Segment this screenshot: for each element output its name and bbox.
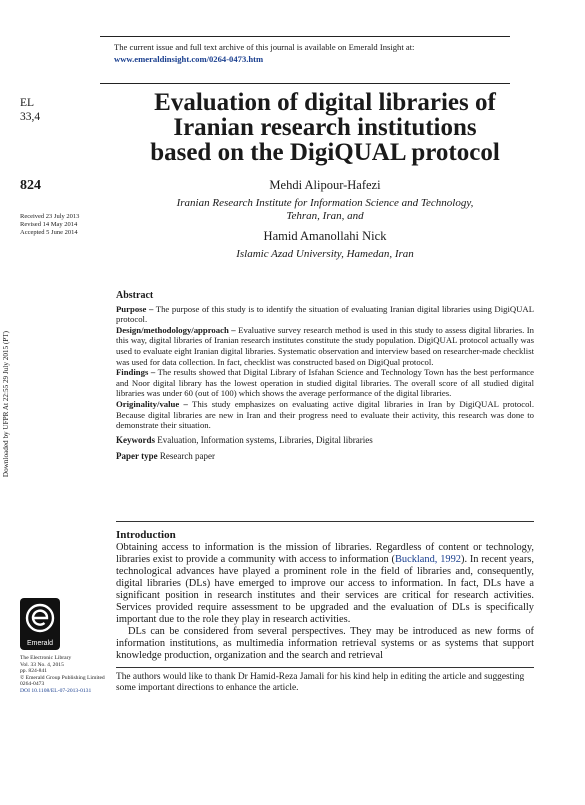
abstract-section bbox=[116, 291, 534, 462]
intro-paragraph bbox=[116, 542, 534, 626]
publisher: © Emerald Group Publishing Limited bbox=[20, 674, 105, 681]
title-line: Evaluation of digital libraries of bbox=[154, 89, 496, 116]
introduction-heading: Introduction bbox=[116, 529, 176, 541]
abstract-design bbox=[116, 325, 534, 367]
accepted-date: Accepted 5 June 2014 bbox=[20, 229, 78, 237]
paper-type-text: Research paper bbox=[159, 451, 216, 462]
findings-label: Findings – bbox=[116, 367, 156, 378]
design-label: Design/methodology/approach – bbox=[116, 324, 236, 335]
footnote-divider bbox=[116, 667, 534, 668]
abstract-originality bbox=[116, 399, 534, 431]
emerald-e-icon bbox=[20, 598, 60, 638]
article-title bbox=[110, 90, 540, 165]
intro-paragraph: DLs can be considered from several perspectives. They may be introduced as new forms of information institutions, as multimedia information retrieval systems or as systems that support knowledge production, organization and the search and retrieval bbox=[116, 626, 534, 661]
originality-label: Originality/value – bbox=[116, 398, 188, 409]
paper-type bbox=[116, 451, 534, 462]
design-text: Evaluative survey research method is used in this study to assess digital libraries. In this way, digital libraries of Iranian research institutes constitute the study population. DigiQUAL protocol actually was used to evaluate eight Iranian digital libraries. Systematic observation and interview based on researcher-made checklist was used for data collection. In fact, checklist was constructed based on DigiQual protocol. bbox=[116, 324, 535, 367]
journal-abbrev: EL bbox=[20, 97, 35, 109]
keywords bbox=[116, 435, 534, 446]
page-number: 824 bbox=[20, 178, 41, 193]
intro-text: Obtaining access to information is the mission of libraries. Regardless of content or technology, libraries exist to provide a community with access to information ( bbox=[116, 542, 534, 565]
download-watermark: Downloaded by UFPR At 22:55 29 July 2015 (PT) bbox=[2, 330, 10, 478]
keywords-text: Evaluation, Information systems, Libraries, Digital libraries bbox=[157, 434, 373, 445]
revised-date: Revised 14 May 2014 bbox=[20, 221, 78, 229]
emerald-logo bbox=[20, 598, 60, 650]
abstract-heading: Abstract bbox=[116, 290, 154, 301]
issn: 0264-0473 bbox=[20, 681, 45, 688]
author-name: Hamid Amanollahi Nick bbox=[263, 229, 387, 243]
page-range: pp. 824-841 bbox=[20, 668, 48, 675]
citation-link[interactable]: Buckland, 1992 bbox=[394, 554, 461, 565]
originality-text: This study emphasizes on evaluating active digital libraries in Iran by DigiQUAL protocol. Because digital libraries are new in Iran and their progress need to evaluate their activity, this research was done to demonstrate their situation. bbox=[116, 398, 535, 431]
doi-link[interactable]: DOI 10.1108/EL-07-2013-0131 bbox=[20, 687, 92, 694]
logo-wordmark: Emerald bbox=[26, 640, 54, 647]
acknowledgement-footnote: The authors would like to thank Dr Hamid-Reza Jamali for his kind help in editing the article and suggesting some important directions to enhance the article. bbox=[116, 672, 525, 694]
journal-code bbox=[20, 96, 40, 124]
archive-notice bbox=[100, 36, 510, 84]
title-line: Iranian research institutions bbox=[173, 114, 477, 141]
title-line: based on the DigiQUAL protocol bbox=[150, 139, 500, 166]
paper-type-label: Paper type bbox=[116, 451, 158, 462]
section-divider bbox=[116, 521, 534, 522]
purpose-text: The purpose of this study is to identify the situation of evaluating Iranian digital libraries using DigiQUAL protocol. bbox=[116, 303, 534, 325]
manuscript-dates bbox=[20, 213, 79, 238]
affiliation-line: Iranian Research Institute for Information Science and Technology, bbox=[176, 197, 474, 209]
introduction-section bbox=[116, 529, 534, 662]
author-affiliation: Islamic Azad University, Hamedan, Iran bbox=[236, 248, 414, 260]
author-affiliation bbox=[110, 197, 540, 223]
affiliation-line: Tehran, Iran, and bbox=[286, 210, 364, 222]
bibliographic-info bbox=[20, 655, 112, 695]
journal-url-link[interactable]: www.emeraldinsight.com/0264-0473.htm bbox=[114, 54, 264, 64]
volume-issue: 33,4 bbox=[20, 111, 41, 123]
author-name: Mehdi Alipour-Hafezi bbox=[269, 178, 381, 192]
volume-info: Vol. 33 No. 4, 2015 bbox=[20, 661, 64, 668]
archive-notice-text: The current issue and full text archive of this journal is available on Emerald Insight at: bbox=[114, 42, 415, 52]
purpose-label: Purpose – bbox=[116, 303, 154, 314]
intro-text: ). In recent years, technological advances have played a prominent role in the field of libraries and, consequently, digital libraries (DLs) have emerged to improve our access to information. In fact, DLs have a significant position in research institutes and their services are critical for research activities. Services provided require assessment to be upgraded and the evaluation of DLs is specifically important due to the role they play in research activities. bbox=[116, 554, 534, 625]
journal-name: The Electronic Library bbox=[20, 655, 72, 661]
findings-text: The results showed that Digital Library of Isfahan Science and Technology Town has the best performance and Noor digital library has the lowest operation in studied digital libraries. The overall score of all studied digital libraries was under 60 (out of 100) which shows the average performance of the digital libraries. bbox=[116, 367, 535, 399]
abstract-findings bbox=[116, 367, 534, 399]
abstract-purpose bbox=[116, 304, 534, 325]
keywords-label: Keywords bbox=[116, 434, 155, 445]
received-date: Received 23 July 2013 bbox=[20, 213, 80, 220]
